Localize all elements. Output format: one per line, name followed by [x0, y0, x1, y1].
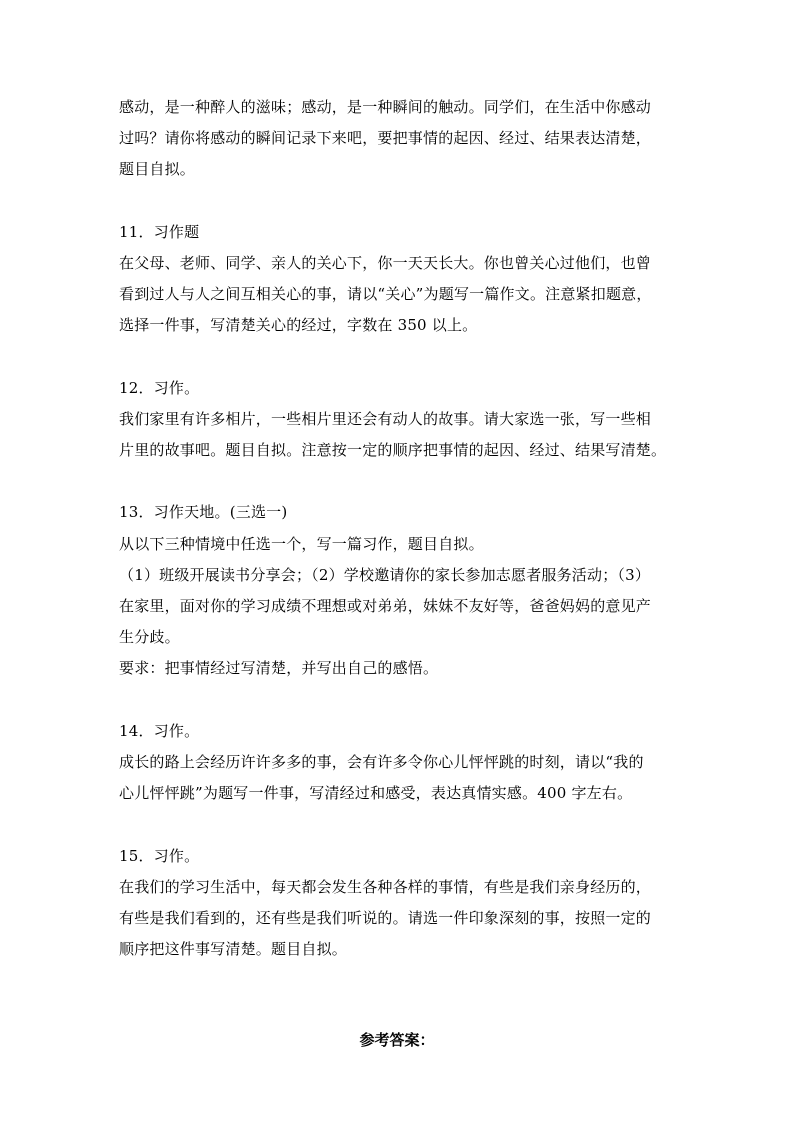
question-14-line: 成长的路上会经历许许多多的事，会有许多令你心儿怦怦跳的时刻，请以“我的 — [119, 752, 644, 771]
paragraph-gap — [119, 809, 684, 840]
question-12-title: 12．习作。 — [119, 378, 200, 397]
question-11-line: 看到过人与人之间互相关心的事，请以“关心”为题写一篇作文。注意紧扣题意， — [119, 285, 652, 304]
intro-line: 题目自拟。 — [119, 160, 196, 179]
paragraph-gap — [119, 466, 684, 497]
question-13-line: 在家里，面对你的学习成绩不理想或对弟弟，妹妹不友好等，爸爸妈妈的意见产 — [119, 597, 652, 615]
question-13-line: 要求：把事情经过写清楚，并写出自己的感悟。 — [119, 659, 439, 678]
paragraph-gap — [119, 186, 684, 217]
paragraph-gap — [119, 342, 684, 373]
intro-line: 过吗？请你将感动的瞬间记录下来吧，要把事情的起因、经过、结果表达清楚， — [119, 129, 652, 148]
question-11-line: 选择一件事，写清楚关心的经过，字数在 350 以上。 — [119, 316, 478, 335]
question-14-title: 14．习作。 — [119, 721, 200, 740]
question-12-line: 我们家里有许多相片，一些相片里还会有动人的故事。请大家选一张，写一些相 — [119, 409, 652, 428]
question-15-line: 在我们的学习生活中，每天都会发生各种各样的事情，有些是我们亲身经历的， — [119, 877, 652, 896]
question-13-line: 从以下三种情境中任选一个，写一篇习作，题目自拟。 — [119, 534, 484, 553]
question-13-title: 13．习作天地。(三选一) — [119, 503, 288, 522]
question-15-line: 有些是我们看到的，还有些是我们听说的。请选一件印象深刻的事，按照一定的 — [119, 908, 652, 927]
answers-heading: 参考答案： — [359, 1031, 435, 1049]
question-13-line: 生分歧。 — [119, 628, 180, 647]
question-14-line: 心儿怦怦跳”为题写一件事，写清经过和感受，表达真情实感。400 字左右。 — [119, 784, 633, 803]
question-15-line: 顺序把这件事写清楚。题目自拟。 — [119, 940, 348, 959]
question-11-line: 在父母、老师、同学、亲人的关心下，你一天天长大。你也曾关心过他们，也曾 — [119, 253, 652, 272]
question-11-title: 11．习作题 — [119, 222, 200, 241]
intro-line: 感动，是一种醉人的滋味；感动，是一种瞬间的触动。同学们，在生活中你感动 — [119, 98, 652, 116]
paragraph-gap — [119, 685, 684, 716]
question-13-line: （1）班级开展读书分享会；（2）学校邀请你的家长参加志愿者服务活动；（3） — [119, 565, 651, 584]
question-15-title: 15．习作。 — [119, 846, 200, 865]
document-body — [119, 92, 684, 965]
question-12-line: 片里的故事吧。题目自拟。注意按一定的顺序把事情的起因、经过、结果写清楚。 — [119, 441, 667, 460]
